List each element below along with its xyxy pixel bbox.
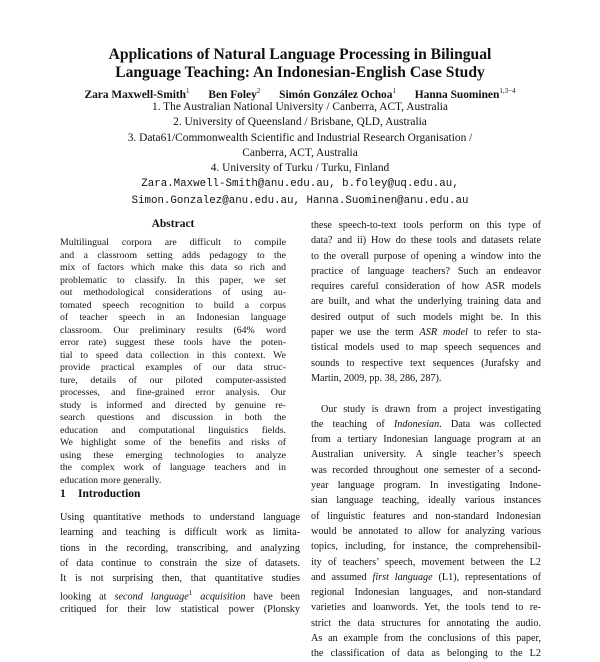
author-affil-mark: 1,3−4 (499, 87, 516, 95)
abstract-line: study is informed and directed by genuine re- (60, 399, 286, 411)
body-emphasis: ASR model (419, 327, 468, 339)
abstract-line: We highlight some of the benefits and risks of (60, 437, 286, 448)
body-line: was recorded throughout one semester of a second- (311, 464, 541, 476)
body-line: As an example from the conclusions of this paper, (311, 633, 541, 645)
body-text: looking at (60, 591, 115, 603)
body-line: topics, including, for instance, the comprehensibil- (311, 541, 541, 553)
affiliation-line: 4. University of Turku / Turku, Finland (210, 162, 390, 175)
body-text: have been (245, 591, 300, 603)
abstract-line: tial to speed data collection in this context. We (60, 349, 286, 361)
body-emphasis: Indonesian (393, 418, 440, 430)
section-number: 1 (60, 488, 66, 500)
body-line: from a tertiary Indonesian language program at an (311, 434, 541, 446)
abstract-line: provide practical examples of our data struc- (60, 362, 286, 373)
body-line: It is not surprising then, that quantitative studies (60, 573, 300, 585)
abstract-heading: Abstract (151, 218, 195, 230)
body-line: desired output of such models might be. In this (311, 311, 541, 323)
body-line: to the overall purpose of opening a window into the (311, 250, 541, 262)
body-line: the classification of data as belonging to the L2 (311, 648, 541, 660)
section-title: Introduction (78, 488, 141, 500)
body-text: and assumed (311, 571, 373, 583)
footnote-mark: 1 (188, 589, 193, 598)
email-line: Zara.Maxwell-Smith@anu.edu.au, b.foley@uq.edu.au, (141, 178, 459, 190)
author-name: Ben Foley (208, 88, 257, 101)
body-text: paper we use the term (311, 327, 420, 339)
body-line: varieties and loanwords. Yet, the tools tend to re- (311, 602, 541, 614)
abstract-line: education more generally. (60, 474, 162, 486)
paper-title (0, 46, 600, 82)
email-line: Simon.Gonzalez@anu.edu.au, Hanna.Suominen@anu.edu.au (131, 195, 469, 207)
body-line: regional Indonesian languages, and non-standard (311, 587, 541, 599)
abstract-line: of teacher speech in an Indonesian language (60, 312, 286, 323)
section-heading (60, 488, 300, 500)
body-line (311, 325, 541, 340)
body-text: . Data was collected (439, 418, 541, 430)
affiliation-line: 3. Data61/Commonwealth Scientific and Industrial Research Organisation / (127, 131, 473, 144)
body-line: would be annotated to allow for analyzing various (311, 525, 541, 537)
body-emphasis: acquisition (192, 591, 246, 603)
body-line: these speech-to-text tools perform on this type of (311, 220, 541, 231)
body-line: ity of teachers’ speech, movement between the L2 (311, 556, 541, 568)
abstract-line: the complex work of language teachers and in (60, 462, 286, 473)
body-line: year language program. In investigating Indone- (311, 480, 541, 492)
body-line: strict the data structures for annotating the audio. (311, 617, 541, 629)
abstract-line: tomated speech recognition to build a corpus (60, 299, 286, 311)
abstract-line: search questions and discussion in both the (60, 412, 286, 423)
affiliations (0, 100, 600, 176)
author-name: Simón González Ochoa (279, 88, 393, 101)
body-line: are built, and what the underlying training data and (311, 296, 541, 308)
body-line: Using quantitative methods to understand language (60, 512, 300, 523)
right-column (311, 218, 541, 662)
body-line: of data continue to constrain the size of datasets. (60, 557, 300, 569)
body-line (60, 586, 300, 601)
abstract-line: out methodological considerations of using au- (60, 287, 286, 298)
author-affil-mark: 1 (186, 87, 190, 95)
abstract-line: problematic to classify. In this paper, we set (60, 274, 286, 286)
body-text: to refer to sta- (467, 327, 542, 339)
body-line: tions in the recording, transcribing, and analyzing (60, 542, 300, 554)
body-line: requires careful consideration of how ASR models (311, 281, 541, 293)
author-name: Zara Maxwell-Smith (84, 88, 187, 101)
abstract-line: and a classroom setting adds pedagogy to the (60, 249, 286, 261)
body-line: Australian university. A single teacher’s speech (311, 449, 541, 461)
abstract-line: error rate) suggest these tools have the poten- (60, 337, 286, 348)
abstract-line: classroom. Our preliminary results (64% word (60, 324, 286, 336)
abstract-line: Multilingual corpora are difficult to compile (60, 237, 286, 248)
body-line: tistical models used to map speech sequences and (311, 342, 541, 354)
title-line: Applications of Natural Language Processing in Bilingual (108, 46, 492, 63)
abstract-line: education and computational linguistics fields. (60, 424, 286, 436)
author-emails (0, 176, 600, 210)
body-text: the teaching of (311, 418, 394, 430)
intro-left-column (60, 510, 300, 617)
abstract-line: processes, and fine-grained error analysis. Our (60, 387, 286, 398)
body-line: learning and teaching is difficult work as limita- (60, 527, 300, 539)
body-line: Our study is drawn from a project investigating (321, 403, 541, 415)
body-line: Martin, 2009, pp. 38, 286, 287). (311, 372, 442, 384)
abstract-line: mix of factors which make this data so rich and (60, 262, 286, 273)
abstract-line: ture, details of our piloted computer-assisted (60, 374, 286, 386)
affiliation-line: Canberra, ACT, Australia (242, 146, 358, 159)
body-line: sian language teaching, ideally various instances (311, 495, 541, 507)
affiliation-line: 1. The Australian National University / Canberra, ACT, Australia (152, 101, 448, 113)
body-line (311, 417, 541, 432)
author-affil-mark: 1 (392, 87, 396, 95)
title-line: Language Teaching: An Indonesian-English Case Study (115, 64, 485, 81)
abstract-line: using these emerging technologies to analyze (60, 449, 286, 461)
body-emphasis: first language (372, 571, 433, 583)
body-line: critiqued for their low statistical power (Plonsky (60, 603, 300, 615)
body-line: data? and ii) How do these tools and datasets relate (311, 235, 541, 247)
body-line: practice of language teachers? Such an endeavor (311, 265, 541, 277)
abstract-body (60, 237, 286, 487)
body-text: (L1), representations of (432, 571, 541, 583)
body-line: of linguistic features and non-standard Indonesian (311, 510, 541, 522)
affiliation-line: 2. University of Queensland / Brisbane, QLD, Australia (173, 116, 427, 129)
author-name: Hanna Suominen (414, 88, 500, 101)
body-line: sounds to respective text sequences (Jurafsky and (311, 357, 541, 369)
body-emphasis: second language (114, 591, 189, 603)
body-line (311, 570, 541, 585)
author-affil-mark: 2 (256, 87, 261, 95)
